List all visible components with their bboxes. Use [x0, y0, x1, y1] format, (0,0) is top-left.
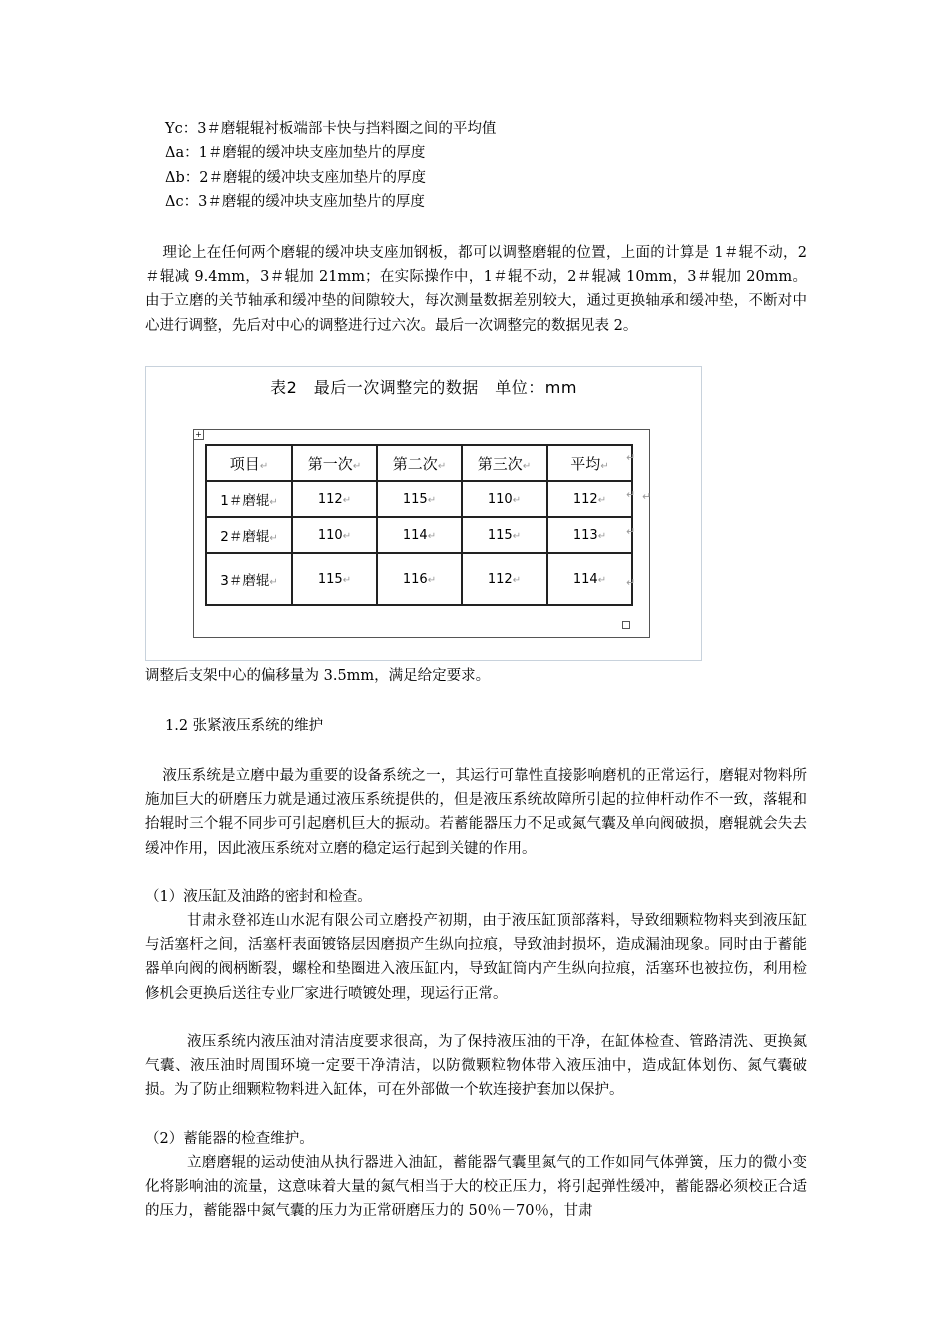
- table-resize-handle: [622, 621, 630, 629]
- table-cell: 112↵: [547, 481, 632, 517]
- item-heading-cylinder: （1）液压缸及油路的密封和检查。: [145, 889, 372, 905]
- definition-delta-b: Δb：2＃磨辊的缓冲块支座加垫片的厚度: [165, 170, 426, 186]
- offset-result: 调整后支架中心的偏移量为 3.5mm，满足给定要求。: [145, 668, 491, 684]
- table-cell: 110↵: [462, 481, 547, 517]
- table-figure: [145, 366, 702, 661]
- table-cell: 112↵: [292, 481, 377, 517]
- table-cell: 2＃磨辊↵: [206, 517, 292, 553]
- table-cell: 116↵: [377, 553, 462, 605]
- table-row: [206, 553, 632, 605]
- table-cell: 3＃磨辊↵: [206, 553, 292, 605]
- table-cell: 115↵: [377, 481, 462, 517]
- table-caption: 表2 最后一次调整完的数据 单位：mm: [270, 378, 577, 397]
- table-cell: 110↵: [292, 517, 377, 553]
- header-cell: 第三次↵: [462, 445, 547, 481]
- row-end-mark: ↵: [642, 490, 652, 503]
- table-cell: 113↵: [547, 517, 632, 553]
- table-cell: 115↵: [462, 517, 547, 553]
- paragraph-accumulator: 立磨磨辊的运动使油从执行器进入油缸，蓄能器气囊里氮气的工作如同气体弹簧，压力的微小变化将影响油的流量，这意味着大量的氮气相当于大的校正压力，将引起弹性缓冲，蓄能器必须校正合适的压力，蓄能器中氮气囊的压力为正常研磨压力的 50％－70％，甘肃: [145, 1155, 807, 1220]
- table-cell: 114↵: [377, 517, 462, 553]
- definition-delta-c: Δc：3＃磨辊的缓冲块支座加垫片的厚度: [165, 194, 425, 210]
- header-cell: 平均↵: [547, 445, 632, 481]
- header-cell: 第二次↵: [377, 445, 462, 481]
- table-cell: 115↵: [292, 553, 377, 605]
- table-cell: 114↵: [547, 553, 632, 605]
- paragraph-cylinder-case: 甘肃永登祁连山水泥有限公司立磨投产初期，由于液压缸顶部落料，导致细颗粒物料夹到液压缸与活塞杆之间，活塞杆表面镀铬层因磨损产生纵向拉痕，导致油封损坏，造成漏油现象。同时由于蓄能器单向阀的阀柄断裂，螺栓和垫圈进入液压缸内，导致缸筒内产生纵向拉痕，活塞环也被拉伤，利用检修机会更换后送往专业厂家进行喷镀处理，现运行正常。: [145, 913, 807, 1002]
- section-heading: 1.2 张紧液压系统的维护: [165, 718, 324, 734]
- definition-delta-a: Δa：1＃磨辊的缓冲块支座加垫片的厚度: [165, 145, 426, 161]
- paragraph-hydraulic-intro: 液压系统是立磨中最为重要的设备系统之一，其运行可靠性直接影响磨机的正常运行，磨辊对物料所施加巨大的研磨压力就是通过液压系统提供的，但是液压系统故障所引起的拉伸杆动作不一致，落辊和抬辊时三个辊不同步可引起磨机巨大的振动。若蓄能器压力不足或氮气囊及单向阀破损，磨辊就会失去缓冲作用，因此液压系统对立磨的稳定运行起到关键的作用。: [145, 768, 807, 857]
- table-row: [206, 517, 632, 553]
- header-cell: 项目↵: [206, 445, 292, 481]
- row-end-mark: ↵: [626, 525, 636, 538]
- definition-yc: Yc：3＃磨辊辊衬板端部卡快与挡料圈之间的平均值: [165, 121, 497, 137]
- row-end-mark: ↵: [626, 488, 636, 501]
- adjustment-data-table: [205, 444, 636, 606]
- row-end-mark: ↵: [626, 451, 636, 464]
- paragraph-adjustment-theory: 理论上在任何两个磨辊的缓冲块支座加钢板，都可以调整磨辊的位置，上面的计算是 1＃辊不动，2＃辊减 9.4mm，3＃辊加 21mm；在实际操作中，1＃辊不动，2＃辊减 10mm，3＃辊加 20mm。由于立磨的关节轴承和缓冲垫的间隙较大，每次测量数据差别较大，通过更换轴承和缓冲垫，不断对中心进行调整，先后对中心的调整进行过六次。最后一次调整完的数据见表 2。: [145, 245, 807, 334]
- row-end-mark: ↵: [626, 576, 636, 589]
- paragraph-oil-cleanliness: 液压系统内液压油对清洁度要求很高，为了保持液压油的干净，在缸体检查、管路清洗、更换氮气囊、液压油时周围环境一定要干净清洁，以防微颗粒物体带入液压油中，造成缸体划伤、氮气囊破损。为了防止细颗粒物料进入缸体，可在外部做一个软连接护套加以保护。: [145, 1034, 807, 1099]
- table-cell: 112↵: [462, 553, 547, 605]
- header-cell: 第一次↵: [292, 445, 377, 481]
- table-row: [206, 481, 632, 517]
- table-cell: 1＃磨辊↵: [206, 481, 292, 517]
- item-heading-accumulator: （2）蓄能器的检查维护。: [145, 1131, 314, 1147]
- table-header-row: [206, 445, 632, 481]
- table-anchor-icon: +: [193, 429, 204, 440]
